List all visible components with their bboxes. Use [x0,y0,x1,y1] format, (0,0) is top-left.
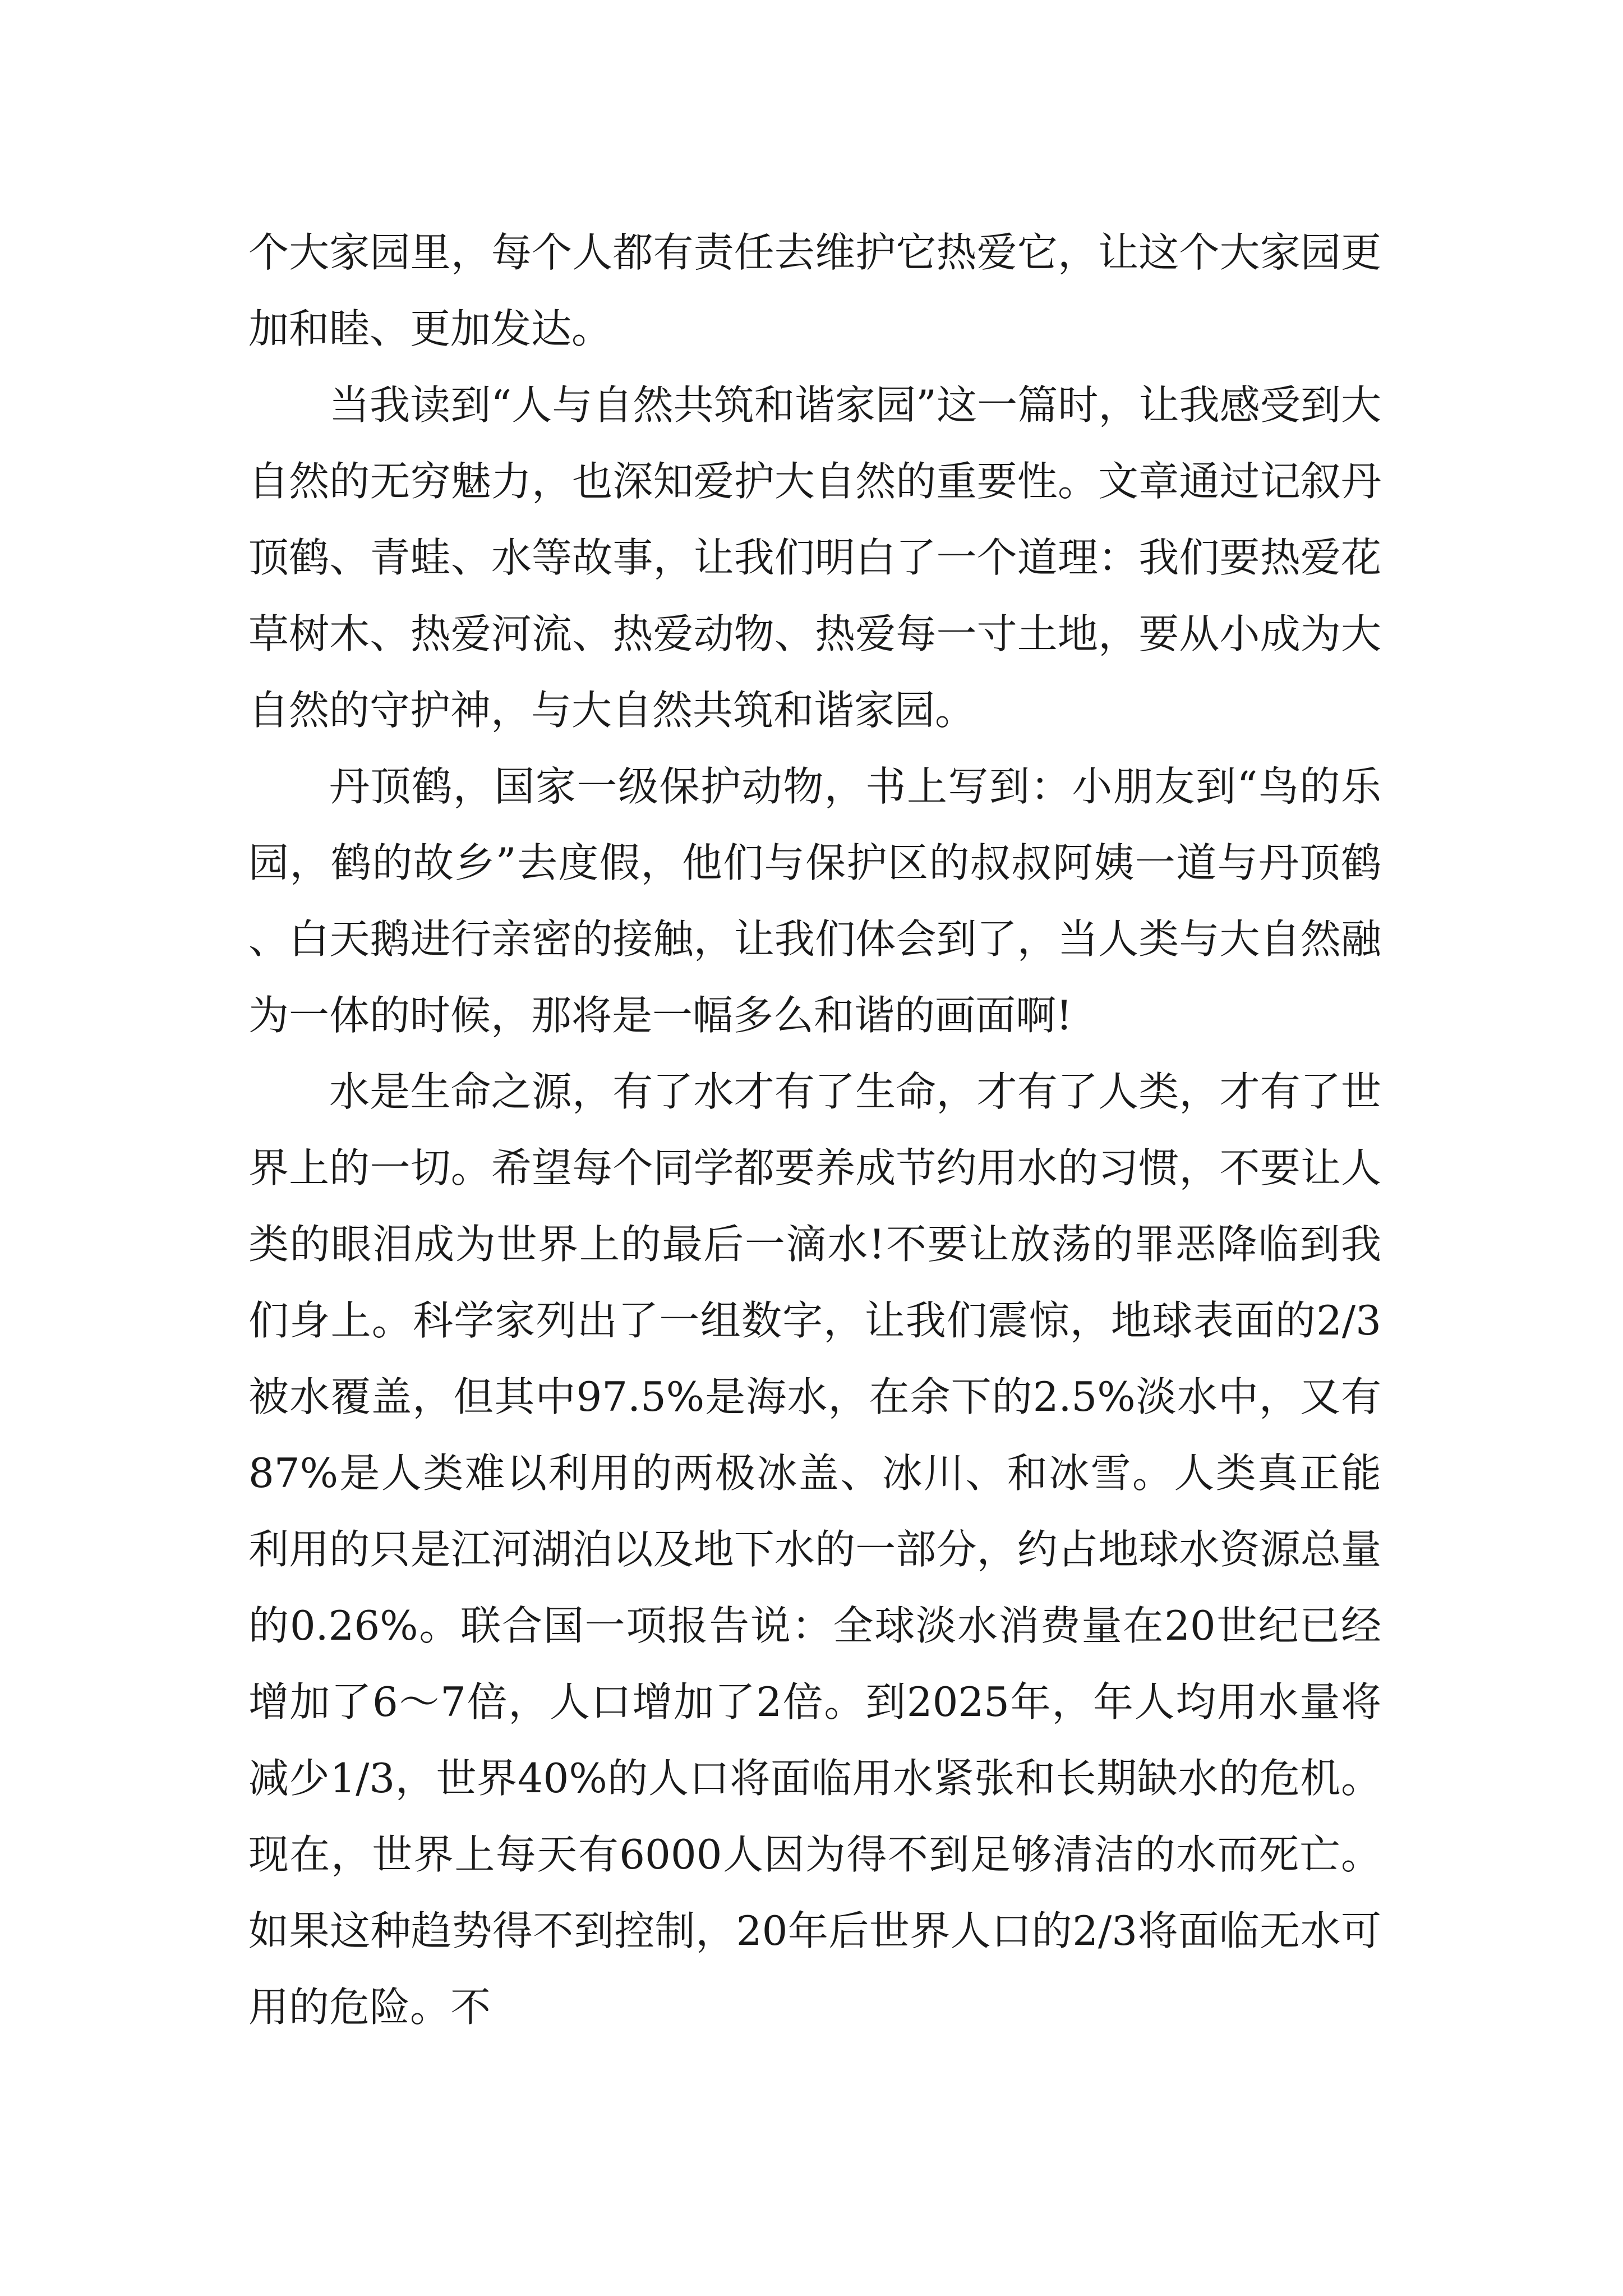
paragraph-harmony-home: 当我读到“人与自然共筑和谐家园”这一篇时，让我感受到大自然的无穷魅力，也深知爱护大自然的重要性。文章通过记叙丹顶鹤、青蛙、水等故事，让我们明白了一个道理：我们要热爱花草树木、热爱河流、热爱动物、热爱每一寸土地，要从小成为大自然的守护神，与大自然共筑和谐家园。 [248,381,1381,734]
paragraph-red-crowned-crane: 丹顶鹤，国家一级保护动物，书上写到：小朋友到“鸟的乐园，鹤的故乡”去度假，他们与保护区的叔叔阿姨一道与丹顶鹤、白天鹅进行亲密的接触，让我们体会到了，当人类与大自然融为一体的时候，那将是一幅多么和谐的画面啊! [248,763,1381,1039]
paragraph-continuation: 个大家园里，每个人都有责任去维护它热爱它，让这个大家园更加和睦、更加发达。 [248,229,1381,352]
paragraph-water: 水是生命之源，有了水才有了生命，才有了人类，才有了世界上的一切。希望每个同学都要养成节约用水的习惯，不要让人类的眼泪成为世界上的最后一滴水!不要让放荡的罪恶降临到我们身上。科学家列出了一组数字，让我们震惊，地球表面的2/3被水覆盖，但其中97.5%是海水，在余下的2.5%淡水中，又有87%是人类难以利用的两极冰盖、冰川、和冰雪。人类真正能利用的只是江河湖泊以及地下水的一部分，约占地球水资源总量的0.26%。联合国一项报告说：全球淡水消费量在20世纪已经增加了6～7倍，人口增加了2倍。到2025年，年人均用水量将减少1/3，世界40%的人口将面临用水紧张和长期缺水的危机。现在，世界上每天有6000人因为得不到足够清洁的水而死亡。如果这种趋势得不到控制，20年后世界人口的2/3将面临无水可用的危险。不 [248,1068,1381,2031]
document-body [248,214,1381,2045]
